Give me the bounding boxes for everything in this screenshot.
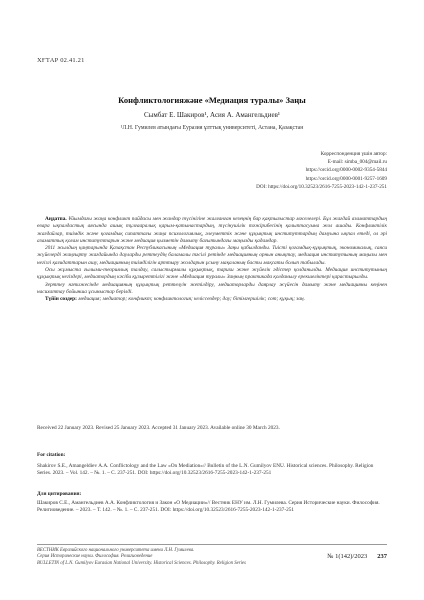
author-affiliation: ¹Л.Н. Гумилев атындағы Еуразия ұлттық университеті, Астана, Қазақстан: [120, 125, 304, 131]
orcid-link-1[interactable]: https://orcid.org/0000-0002-9354-5844: [305, 167, 387, 174]
abstract-block: [37, 216, 387, 304]
issue-number: № 1(142)/2023: [327, 553, 368, 560]
article-title: Конфликтологияжәне «Медиация туралы» Заңы: [118, 95, 306, 105]
correspondence-email[interactable]: E-mail: simba_004@mail.ru: [327, 159, 387, 166]
citation-heading-ru: Для цитирования:: [37, 491, 82, 497]
keywords-label: Түйін сөздер:: [45, 296, 77, 303]
keywords-text: медиация; медиатор; конфликт; конфликтология; келіссөздер; дау; бітімгершілік; сот; құқық; заң.: [78, 296, 305, 303]
page-number: 237: [377, 553, 387, 560]
doi-link[interactable]: DOI: https://doi.org/10.32523/2616-7255-2023-142-1-237-251: [256, 183, 387, 190]
footer-divider: [37, 544, 387, 545]
abstract-paragraph: [37, 216, 387, 245]
footer-line-1: ВЕСТНИК Евразийского национального университета имени Л.Н. Гумилева.: [37, 548, 195, 553]
citation-heading-en: For citation:: [37, 452, 66, 458]
correspondence-block: [187, 150, 387, 191]
orcid-link-2[interactable]: https://orcid.org/0000-0001-9257-1609: [305, 175, 387, 182]
abstract-paragraph: Зерттеу нәтижесінде медиацияның құқықтық реттелуін жетілдіру, медиаторларды даярлау жүйесін дамыту және медиацияны кеңінен насихаттау бойынша ұсыныстар берілді.: [37, 281, 387, 295]
abstract-paragraph: 2011 жылдың қаңтарында Қазақстан Республикасының «Медиация туралы» Заңы қабылданды. Тиісті қоғамдық-құқықтық, экономикалық, саяси жүйелерді жаңғырту жағдайында дауларды реттеудің баламалы тәсілі ретінде медиацияның орнын анықтау, медиация институтының маңызы мен негізгі қағидаттарын ашу, медиацияның тиімділігін арттыру жолдарын ұсыну мақаланың басты мақсаты болып табылады.: [37, 245, 387, 266]
citation-text-ru: Шакиров С.Е., Амангельдиев А.А. Конфликтология и Закон «О Медиации»// Вестник ЕНУ им. Л.Н. Гумилева. Серия Исторические науки. Философия. Религиоведение. – 2023. – Т. 142. – №. 1. – С. 237-251. DOI: https://doi.org/10.32523/2616-7255-2023-142-1-237-251: [37, 500, 380, 514]
footer-line-2: Серия Исторические науки. Философия. Религиоведение: [37, 554, 153, 560]
journal-footer: [37, 548, 297, 567]
footer-line-3: BULLETIN of L.N. Gumilyov Eurasian National University. Historical Sciences. Philosophy. Religion Series: [37, 560, 246, 566]
issue-page-block: [327, 553, 387, 560]
article-authors: Сымбат Е. Шакиров¹, Асия А. Амангельдиев¹: [143, 111, 281, 119]
publication-dates: Received 22 January 2023. Revised 25 January 2023. Accepted 31 January 2023. Available online 30 March 2023.: [37, 425, 280, 431]
abstract-label: Аңдатпа.: [45, 216, 67, 222]
abstract-paragraph: Осы жұмыста ғылыми-теориялық талдау, салыстырмалы құқықтық, тарихи және жүйелік әдістер қолданылды. Медиация институтының құқықтық негіздері, медиатордың кәсіби құзыреттілігі және «Медиация туралы» Заңның практикада қолданылу ерекшеліктері қарастырылды.: [37, 267, 387, 281]
abstract-text-1: Ұйымдағы жаңа конфликт пайдасы мен жандар түсінігіне жалғанған кезеңнің бар қақтығыстар мәселелері. Бұл жағдай азаматтардың өзара ықпалдастық аясында ашық тұлғааралық қарым-қатынастардың, түсінушілік тәжірибесінің қалыптасуына жол ашады. Конфликтілік жағдайлар, тиімдік және қоғамдық сипаттағы жаңа психологиялық, әлеуметтік және құқықтық институттардың дамуына ықпал етеді, ол әрі азаматтық қоғам институттарын және медиация қызметін дамыту бағытындағы маңызды қадамдар.: [37, 216, 388, 244]
citation-text-en: Shakirov S.E., Amangeldiev A.A. Conflictology and the Law «On Mediation»// Bulletin of the L.N. Gumilyov ENU. Historical sciences. Philosophy. Religion Series. 2023. – Vol. 142. – №. 1. – С. 237-251. DOI: https://doi.org/10.32523/2616-7255-2023-142-1-237-251: [37, 463, 374, 477]
keywords-paragraph: [37, 296, 387, 303]
correspondence-label: Корреспонденция үшін автор:: [320, 151, 387, 157]
xftar-code: ХҒТАР 02.41.21: [37, 57, 85, 64]
